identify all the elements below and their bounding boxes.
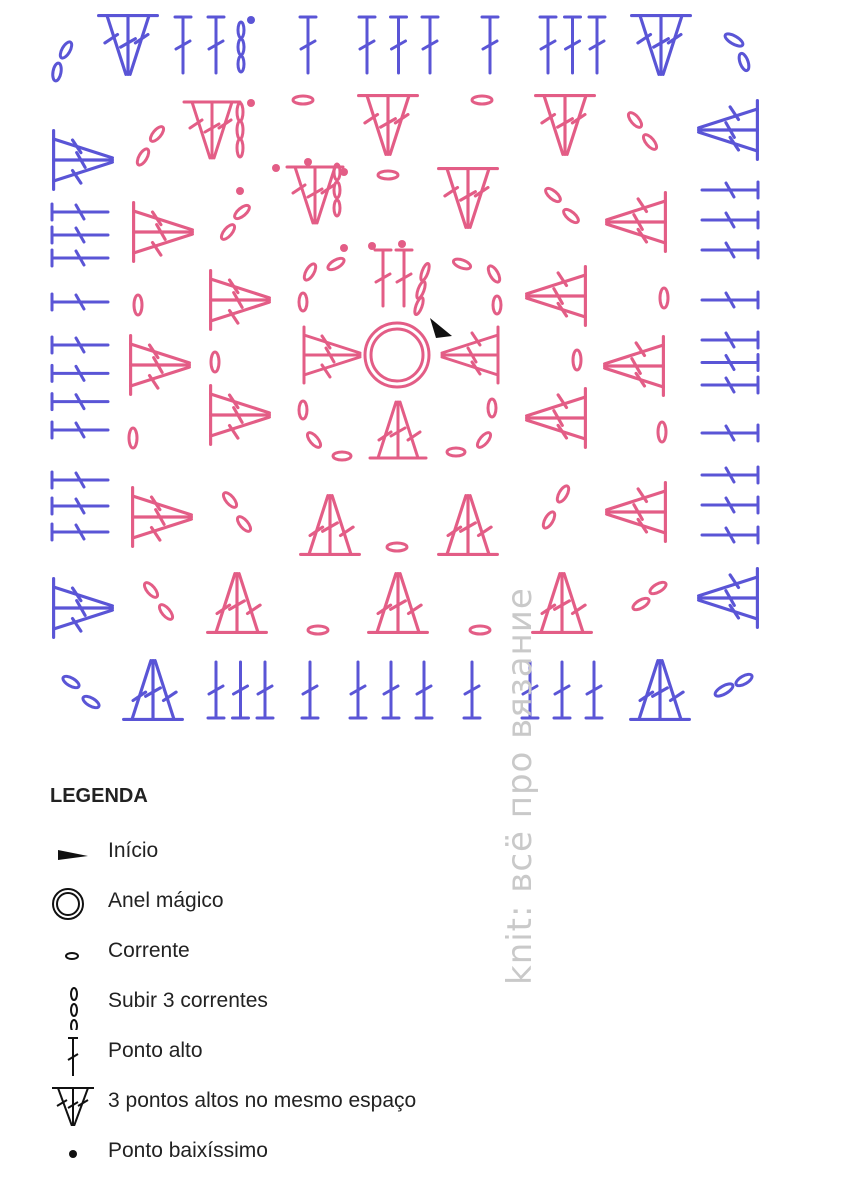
chain-symbol: [299, 401, 307, 419]
legend-label: Subir 3 correntes: [108, 989, 268, 1012]
cluster-symbol: [211, 271, 270, 330]
cluster-symbol: [304, 327, 360, 383]
cluster-symbol: [631, 661, 690, 720]
double-crochet-symbol: [233, 662, 249, 718]
double-crochet-symbol: [702, 467, 758, 483]
double-crochet-symbol: [52, 524, 108, 540]
cluster-symbol: [536, 96, 595, 155]
double-crochet-symbol: [52, 294, 108, 310]
double-crochet-symbol: [359, 17, 375, 73]
legend-item-cluster: [48, 1088, 808, 1138]
slip-stitch-symbol: [340, 244, 348, 252]
chain-symbol: [555, 484, 571, 504]
chain-symbol: [648, 580, 668, 596]
chain-symbol: [235, 515, 253, 534]
chain-symbol: [493, 296, 501, 314]
double-crochet-symbol: [464, 662, 480, 718]
double-crochet-symbol: [702, 355, 758, 371]
double-crochet-symbol: [702, 377, 758, 393]
chain-symbol: [734, 672, 754, 688]
cluster-symbol: [605, 337, 664, 396]
double-crochet-symbol: [52, 250, 108, 266]
arrow-icon: [48, 832, 98, 872]
legend-item-start: [48, 838, 808, 888]
legend-label: 3 pontos altos no mesmo espaço: [108, 1089, 417, 1112]
chain-symbol: [334, 182, 340, 198]
chain-symbol: [334, 200, 340, 216]
chain-symbol: [472, 96, 492, 104]
legend-item-double-crochet: [48, 1038, 808, 1088]
chain-symbol: [488, 399, 496, 417]
double-crochet-symbol: [52, 498, 108, 514]
chain-symbol: [61, 674, 81, 690]
cluster-symbol: [527, 389, 586, 448]
double-crochet-symbol: [422, 17, 438, 73]
double-crochet-symbol: [257, 662, 273, 718]
cluster-symbol: [607, 483, 666, 542]
legend-label: Anel mágico: [108, 889, 224, 912]
legend-item-chain: [48, 938, 808, 988]
cluster-symbol: [134, 203, 193, 262]
chain-symbol: [237, 121, 243, 139]
chain-icon: [48, 932, 98, 972]
chain-symbol: [237, 139, 243, 157]
chain-symbol: [211, 352, 219, 372]
double-crochet-symbol: [52, 227, 108, 243]
watermark-text: knit: всё про вязание: [500, 587, 540, 985]
double-crochet-symbol: [416, 662, 432, 718]
chain-symbol: [134, 295, 142, 315]
double-crochet-symbol: [565, 17, 581, 73]
cluster-symbol: [699, 569, 758, 628]
chain-symbol: [326, 256, 346, 272]
cluster-symbol: [184, 102, 240, 158]
legend-item-three-chains: [48, 988, 808, 1038]
double-crochet-symbol: [302, 662, 318, 718]
chain-symbol: [293, 96, 313, 104]
chain-symbol: [626, 111, 644, 130]
chain-symbol: [713, 682, 734, 699]
chain-symbol: [573, 350, 581, 370]
double-crochet-symbol: [589, 17, 605, 73]
chain-symbol: [419, 263, 431, 282]
cluster-symbol: [124, 661, 183, 720]
double-crochet-symbol: [350, 662, 366, 718]
chain-symbol: [452, 257, 472, 271]
chain-symbol: [299, 293, 307, 311]
chain-symbol: [148, 125, 166, 144]
chain-symbol: [470, 626, 490, 634]
cluster-icon: [48, 1078, 98, 1126]
slip-stitch-icon: [48, 1132, 98, 1172]
legend-title: LEGENDA: [50, 785, 148, 807]
cluster-symbol: [359, 96, 418, 155]
chain-symbol: [387, 543, 407, 551]
magic-ring-icon: [48, 882, 98, 922]
chain-symbol: [660, 288, 668, 308]
chain-symbol: [221, 491, 239, 510]
chain-symbol: [233, 203, 252, 221]
chain-symbol: [541, 510, 557, 530]
chain-symbol: [658, 422, 666, 442]
double-crochet-symbol: [586, 662, 602, 718]
cluster-symbol: [131, 336, 190, 395]
cluster-symbol: [211, 386, 270, 445]
slip-stitch-symbol: [340, 168, 348, 176]
slip-stitch-symbol: [236, 187, 244, 195]
legend-item-slip-stitch: [48, 1138, 808, 1188]
chain-symbol: [544, 186, 563, 204]
double-crochet-symbol: [396, 250, 412, 306]
cluster-symbol: [133, 488, 192, 547]
slip-stitch-symbol: [247, 99, 255, 107]
chain-symbol: [219, 223, 237, 242]
slip-stitch-symbol: [272, 164, 280, 172]
chain-symbol: [129, 428, 137, 448]
cluster-symbol: [54, 579, 113, 638]
start-arrow: [430, 318, 452, 338]
double-crochet-symbol: [702, 527, 758, 543]
chain-symbol: [305, 431, 323, 450]
magic-ring-inner: [371, 329, 423, 381]
chain-symbol: [238, 56, 244, 72]
chain-symbol: [58, 40, 74, 60]
double-crochet-symbol: [702, 182, 758, 198]
chain-symbol: [302, 262, 318, 282]
legend-label: Ponto alto: [108, 1039, 203, 1062]
double-crochet-symbol: [702, 497, 758, 513]
cluster-symbol: [370, 402, 426, 458]
chain-symbol: [486, 264, 502, 284]
chain-symbol: [238, 22, 244, 38]
magic-ring-outer: [365, 323, 429, 387]
chain-symbol: [562, 207, 581, 225]
chain-symbol: [237, 103, 243, 121]
slip-stitch-symbol: [398, 240, 406, 248]
double-crochet-symbol: [52, 472, 108, 488]
slip-stitch-symbol: [304, 158, 312, 166]
chain-symbol: [447, 448, 465, 456]
double-crochet-symbol: [375, 250, 391, 306]
cluster-symbol: [607, 193, 666, 252]
double-crochet-symbol: [702, 212, 758, 228]
chain-symbol: [737, 52, 751, 72]
chain-symbol: [723, 32, 744, 49]
chart-marks: [51, 16, 758, 720]
double-crochet-symbol: [702, 332, 758, 348]
double-crochet-symbol: [208, 17, 224, 73]
legend-label: Corrente: [108, 939, 190, 962]
slip-stitch-symbol: [368, 242, 376, 250]
cluster-symbol: [439, 169, 498, 228]
double-crochet-symbol: [175, 17, 191, 73]
double-crochet-symbol: [540, 17, 556, 73]
cluster-symbol: [527, 267, 586, 326]
double-crochet-symbol: [391, 17, 407, 73]
cluster-symbol: [99, 16, 158, 75]
double-crochet-symbol: [52, 337, 108, 353]
legend-label: Início: [108, 839, 159, 862]
cluster-symbol: [439, 496, 498, 555]
chain-symbol: [51, 62, 62, 81]
chain-symbol: [157, 603, 175, 622]
double-crochet-symbol: [52, 365, 108, 381]
three-chains-icon: [48, 974, 98, 1030]
double-crochet-symbol: [383, 662, 399, 718]
cluster-symbol: [699, 101, 758, 160]
legend: [48, 785, 808, 1188]
cluster-symbol: [632, 16, 691, 75]
cluster-symbol: [533, 574, 592, 633]
cluster-symbol: [369, 574, 428, 633]
chain-symbol: [413, 297, 425, 316]
double-crochet-symbol: [52, 422, 108, 438]
legend-item-magic-ring: [48, 888, 808, 938]
double-crochet-symbol: [300, 17, 316, 73]
double-crochet-symbol: [702, 292, 758, 308]
double-crochet-symbol: [52, 394, 108, 410]
chain-symbol: [81, 694, 101, 710]
chain-symbol: [475, 431, 493, 450]
chain-symbol: [142, 581, 160, 600]
slip-stitch-symbol: [247, 16, 255, 24]
double-crochet-icon: [48, 1028, 98, 1076]
cluster-symbol: [301, 496, 360, 555]
double-crochet-symbol: [52, 204, 108, 220]
chain-symbol: [378, 171, 398, 179]
chain-symbol: [631, 596, 651, 612]
chain-symbol: [308, 626, 328, 634]
double-crochet-symbol: [482, 17, 498, 73]
double-crochet-symbol: [554, 662, 570, 718]
cluster-symbol: [208, 574, 267, 633]
chain-symbol: [641, 133, 659, 152]
legend-label: Ponto baixíssimo: [108, 1139, 268, 1162]
chain-symbol: [333, 452, 351, 460]
chain-symbol: [135, 147, 151, 167]
double-crochet-symbol: [702, 242, 758, 258]
double-crochet-symbol: [702, 425, 758, 441]
double-crochet-symbol: [208, 662, 224, 718]
chain-symbol: [238, 39, 244, 55]
cluster-symbol: [54, 131, 113, 190]
